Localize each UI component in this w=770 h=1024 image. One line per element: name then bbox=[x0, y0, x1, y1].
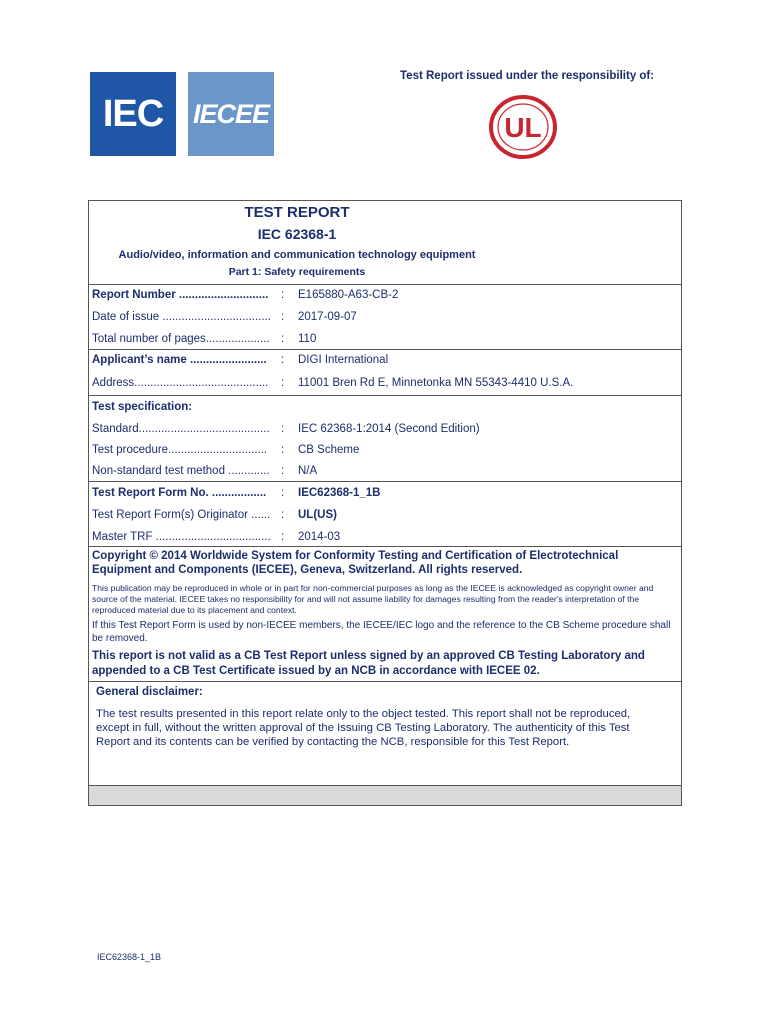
divider bbox=[88, 546, 682, 547]
trf-no-value: IEC62368-1_1B bbox=[298, 487, 381, 499]
copyright-text: Copyright © 2014 Worldwide System for Conformity Testing and Certification of Electrotechnical Equipment and Components (IECEE), Geneva, Switzerland. All rights reserved. bbox=[92, 550, 619, 576]
colon: : bbox=[281, 333, 285, 345]
not-valid-notice: This report is not valid as a CB Test Report unless signed by an approved CB Testing Laboratory and appended to a CB Test Certificate issued by an NCB in accordance with IECEE 02. bbox=[92, 650, 645, 677]
non-standard-value: N/A bbox=[298, 465, 318, 477]
ul-logo-text: UL bbox=[504, 112, 542, 143]
divider bbox=[88, 681, 682, 682]
non-standard-label: Non-standard test method ............. bbox=[92, 465, 270, 477]
colon: : bbox=[281, 487, 285, 499]
standard-code: IEC 62368-1 bbox=[257, 226, 337, 242]
colon: : bbox=[281, 289, 285, 301]
footer-form-id: IEC62368-1_1B bbox=[97, 952, 162, 962]
test-procedure-value: CB Scheme bbox=[298, 444, 360, 456]
colon: : bbox=[281, 509, 285, 521]
standard-label: Standard......................................... bbox=[92, 423, 270, 435]
trf-originator-label: Test Report Form(s) Originator ...... bbox=[92, 509, 271, 521]
total-pages-value: 110 bbox=[298, 333, 317, 345]
address-label: Address.......................................... bbox=[92, 377, 269, 389]
master-trf-label: Master TRF .................................... bbox=[92, 531, 271, 543]
report-number-label: Report Number ............................ bbox=[92, 289, 269, 301]
colon: : bbox=[281, 354, 285, 366]
colon: : bbox=[281, 423, 285, 435]
applicant-value: DIGI International bbox=[298, 354, 389, 366]
iecee-logo bbox=[188, 72, 274, 156]
iecee-logo-note: If this Test Report Form is used by non-IECEE members, the IECEE/IEC logo and the reference to the CB Scheme procedure shall be removed. bbox=[92, 620, 671, 644]
total-pages-label: Total number of pages.................... bbox=[92, 333, 270, 345]
test-procedure-label: Test procedure............................... bbox=[92, 444, 268, 456]
ul-logo bbox=[488, 94, 558, 160]
iecee-logo-text: IECEE bbox=[192, 98, 270, 129]
colon: : bbox=[281, 377, 285, 389]
applicant-label: Applicant’s name ........................ bbox=[92, 354, 267, 366]
colon: : bbox=[281, 311, 285, 323]
divider bbox=[88, 284, 682, 285]
address-value: 11001 Bren Rd E, Minnetonka MN 55343-4410 U.S.A. bbox=[298, 377, 574, 389]
divider bbox=[88, 481, 682, 482]
disclaimer-heading: General disclaimer: bbox=[96, 686, 203, 698]
colon: : bbox=[281, 465, 285, 477]
colon: : bbox=[281, 531, 285, 543]
iec-logo bbox=[90, 72, 176, 156]
date-of-issue-label: Date of issue .................................. bbox=[92, 311, 271, 323]
test-spec-heading: Test specification: bbox=[92, 401, 193, 413]
divider bbox=[88, 395, 682, 396]
responsibility-text: Test Report issued under the responsibility of: bbox=[400, 70, 655, 82]
standard-value: IEC 62368-1:2014 (Second Edition) bbox=[298, 423, 480, 435]
reproduction-note: This publication may be reproduced in whole or in part for non-commercial purposes as long as the IECEE is acknowledged as copyright owner and source of the material. IECEE takes no responsibility for and will not assume liability for damages resulting from the reader's interpretation of the reproduced material due to its placement and context. bbox=[92, 583, 654, 615]
colon: : bbox=[281, 444, 285, 456]
master-trf-value: 2014-03 bbox=[298, 531, 341, 543]
divider bbox=[88, 785, 682, 786]
divider bbox=[88, 349, 682, 350]
report-subtitle: Audio/video, information and communication technology equipment bbox=[118, 249, 476, 261]
trf-originator-value: UL(US) bbox=[298, 509, 337, 521]
trf-no-label: Test Report Form No. ................. bbox=[92, 487, 267, 499]
disclaimer-text: The test results presented in this report relate only to the object tested. This report shall not be reproduced, except in full, without the written approval of the Issuing CB Testing Laboratory. The authenticity of this Test Report and its contents can be verified by contacting the NCB, responsible for this Test Report. bbox=[96, 708, 631, 749]
report-part: Part 1: Safety requirements bbox=[228, 266, 366, 278]
iec-logo-text: IEC bbox=[102, 92, 164, 135]
date-of-issue-value: 2017-09-07 bbox=[298, 311, 357, 323]
grey-bar bbox=[89, 785, 681, 805]
report-number-value: E165880-A63-CB-2 bbox=[298, 289, 399, 301]
report-title: TEST REPORT bbox=[244, 204, 350, 221]
